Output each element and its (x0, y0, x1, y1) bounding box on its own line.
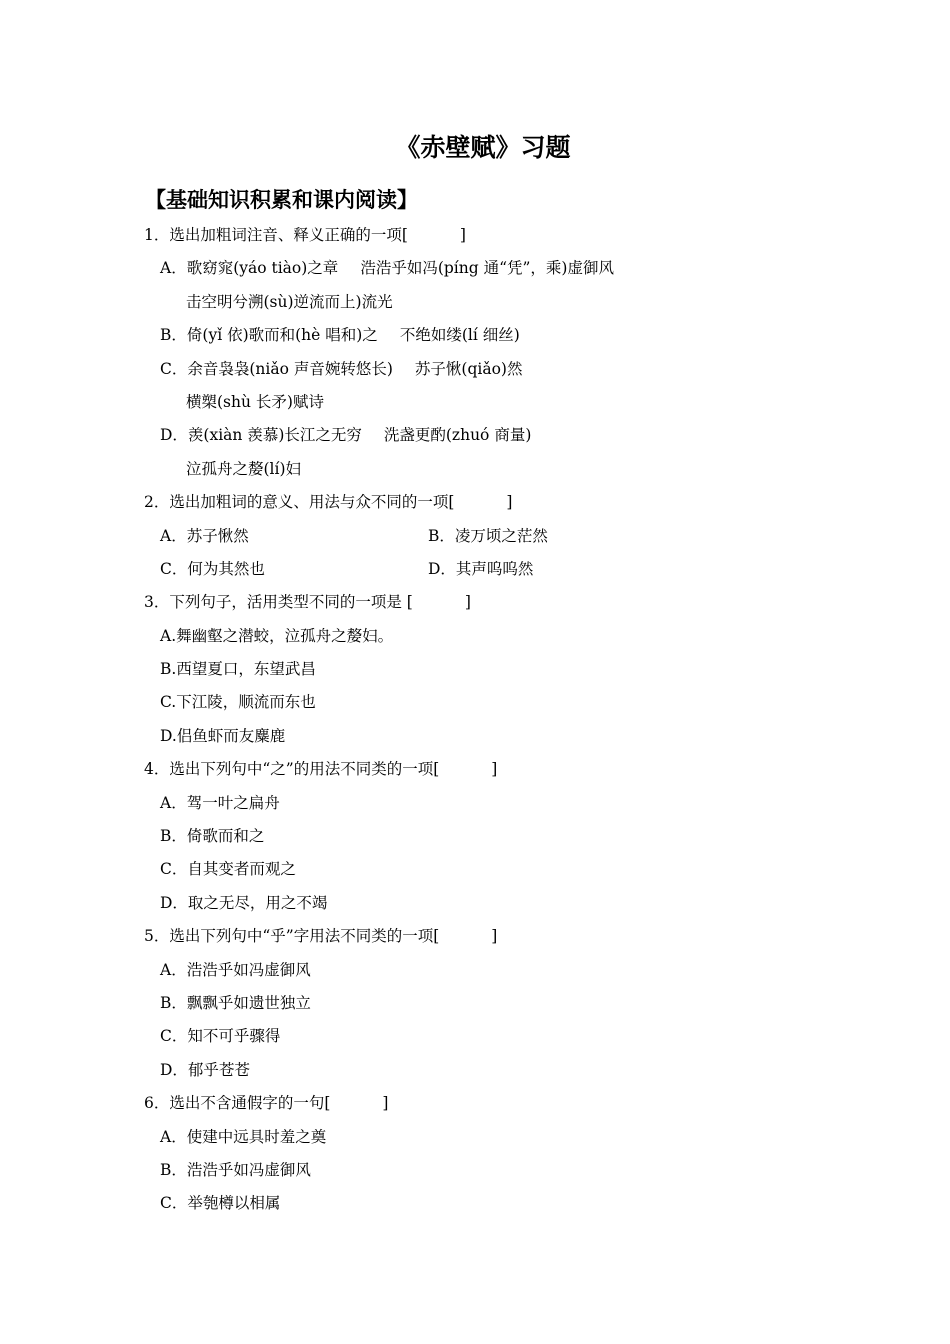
question-5-option-c: C．知不可乎骤得 (160, 1027, 281, 1046)
question-1-option-d: D．羡(xiàn 羡慕)长江之无穷 洗盏更酌(zhuó 商量) (160, 426, 532, 445)
question-5-option-d: D．郁乎苍苍 (160, 1060, 250, 1079)
question-2-options-row-1 (144, 520, 824, 553)
question-2-option-c: C．何为其然也 (160, 559, 265, 578)
page-title: 《赤壁赋》习题 (395, 133, 571, 162)
question-5-option-a: A．浩浩乎如冯虚御风 (160, 960, 311, 979)
question-2-option-b: B．凌万顷之茫然 (428, 526, 548, 545)
question-1-stem: 1．选出加粗词注音、释义正确的一项[ ] (144, 226, 466, 244)
section-heading: 【基础知识积累和课内阅读】 (145, 188, 418, 212)
question-4-stem: 4．选出下列句中“之”的用法不同类的一项[ ] (144, 760, 498, 779)
question-5-option-b: B．飘飘乎如遗世独立 (160, 993, 311, 1012)
question-6-option-c: C．举匏樽以相属 (160, 1194, 281, 1213)
question-6-stem: 6．选出不含通假字的一句[ ] (144, 1094, 389, 1113)
question-4-option-b: B．倚歌而和之 (160, 827, 265, 846)
question-1-option-d-cont: 泣孤舟之嫠(lí)妇 (186, 459, 302, 478)
question-3-option-a: A.舞幽壑之潜蛟，泣孤舟之嫠妇。 (160, 626, 394, 645)
question-1-option-c-cont: 横槊(shù 长矛)赋诗 (186, 392, 324, 411)
question-4-option-a: A．驾一叶之扁舟 (160, 793, 280, 812)
question-6-option-b: B．浩浩乎如冯虚御风 (160, 1160, 311, 1179)
question-1-option-b: B．倚(yǐ 依)歌而和(hè 唱和)之 不绝如缕(lí 细丝) (160, 326, 520, 345)
question-3-option-d: D.侣鱼虾而友麋鹿 (160, 726, 286, 745)
question-2-option-a: A．苏子愀然 (160, 526, 249, 545)
question-6-option-a: A．使建中远具时羞之奠 (160, 1127, 327, 1146)
question-1-option-a-cont: 击空明兮溯(sù)逆流而上)流光 (186, 292, 393, 311)
question-1-option-a: A．歌窈窕(yáo tiào)之章 浩浩乎如冯(píng 通“凭”，乘)虚御风 (160, 259, 614, 278)
question-1-option-c: C．余音袅袅(niǎo 声音婉转悠长) 苏子愀(qiǎo)然 (160, 359, 523, 378)
question-4-option-c: C．自其变者而观之 (160, 860, 296, 879)
question-2-options-row-2 (144, 553, 824, 586)
question-2-option-d: D．其声呜呜然 (428, 559, 534, 578)
question-3-stem: 3．下列句子，活用类型不同的一项是 [ ] (144, 593, 471, 612)
question-2-stem: 2．选出加粗词的意义、用法与众不同的一项[ ] (144, 493, 513, 512)
question-3-option-b: B.西望夏口，东望武昌 (160, 660, 316, 679)
question-4-option-d: D．取之无尽，用之不竭 (160, 893, 328, 912)
question-list (144, 219, 824, 1221)
question-3-option-c: C.下江陵，顺流而东也 (160, 693, 316, 712)
question-5-stem: 5．选出下列句中“乎”字用法不同类的一项[ ] (144, 927, 498, 946)
